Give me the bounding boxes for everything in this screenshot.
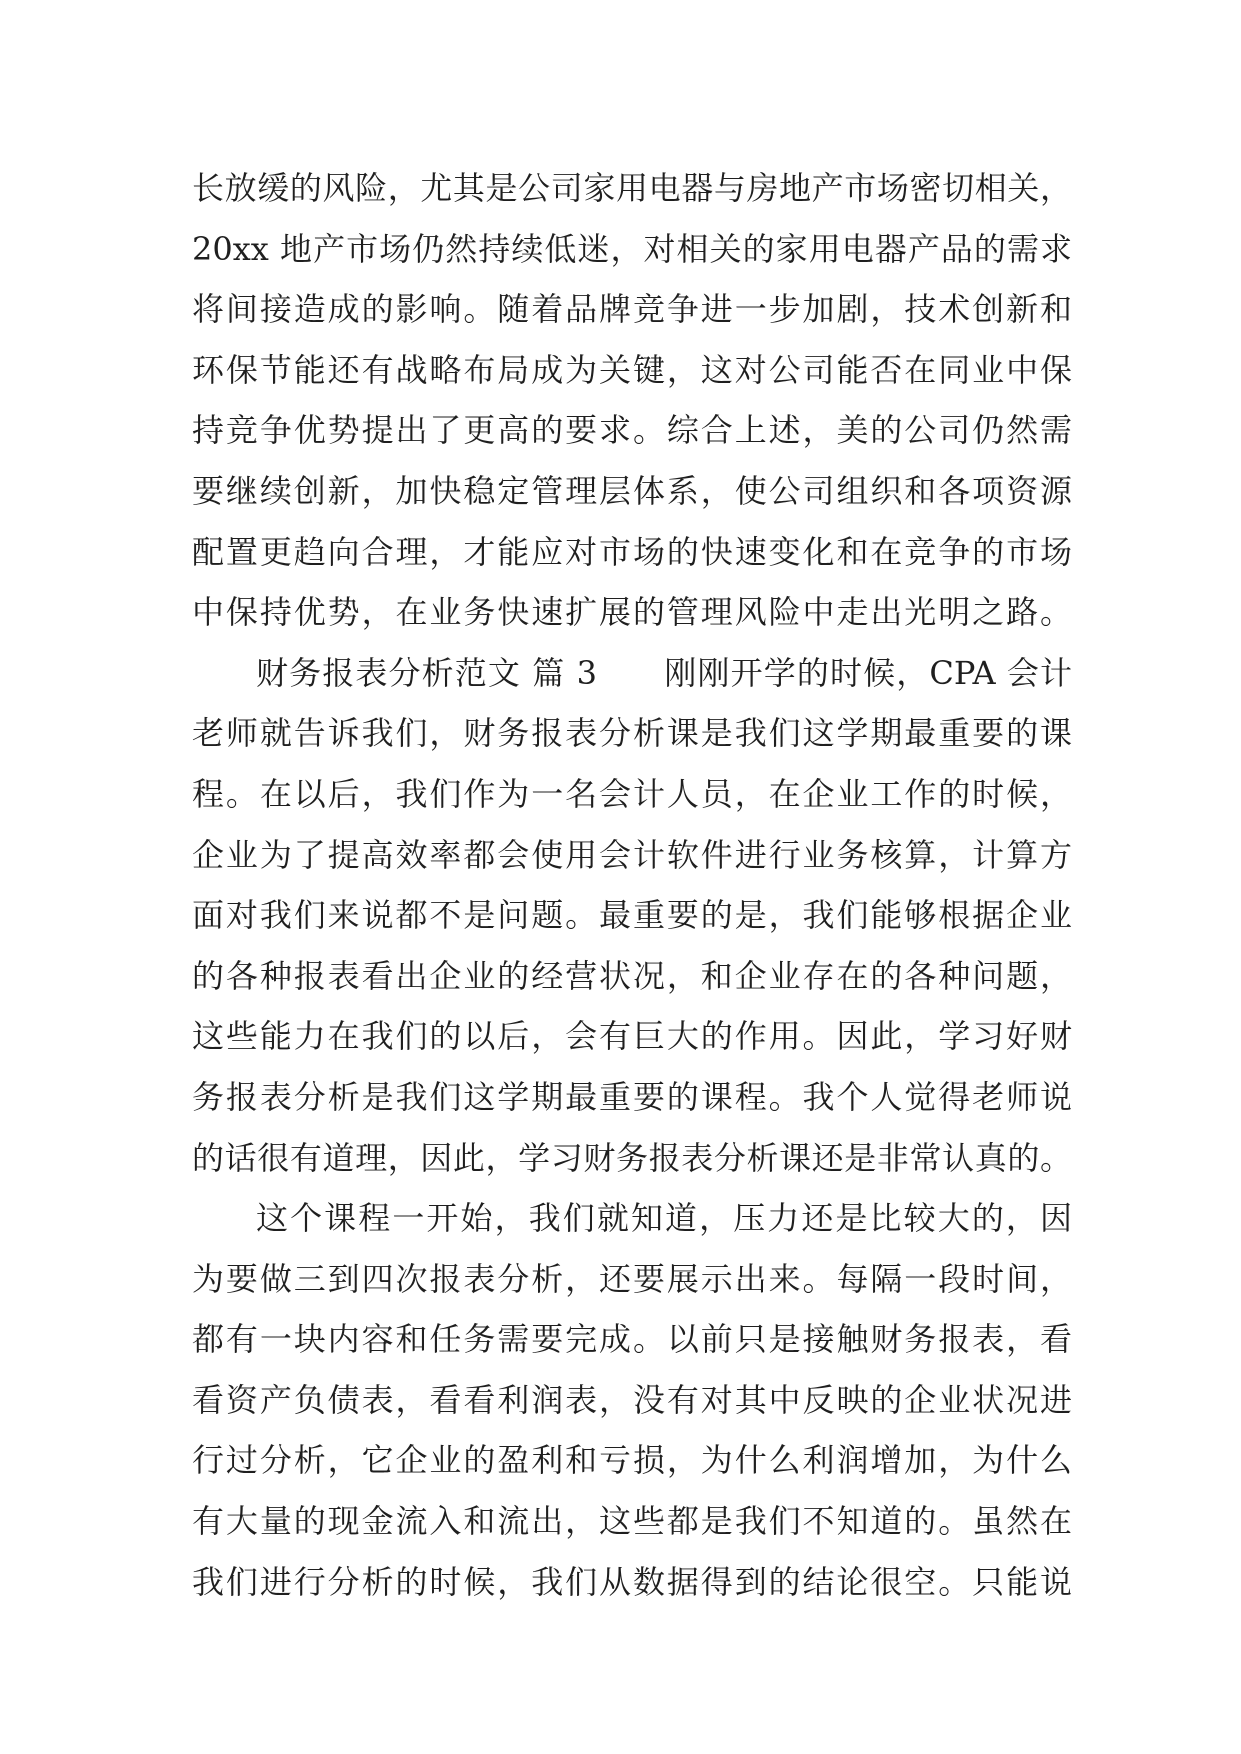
text-line: 中保持优势，在业务快速扩展的管理风险中走出光明之路。 bbox=[192, 593, 1072, 632]
text-line: 为要做三到四次报表分析，还要展示出来。每隔一段时间， bbox=[192, 1259, 1072, 1298]
text-line: 有大量的现金流入和流出，这些都是我们不知道的。虽然在 bbox=[192, 1502, 1072, 1541]
section-heading-line: 财务报表分析范文 篇 3 刚刚开学的时候，CPA 会计 bbox=[256, 653, 1072, 692]
body-text bbox=[192, 158, 1072, 1612]
text-line: 长放缓的风险，尤其是公司家用电器与房地产市场密切相关， bbox=[192, 169, 1072, 207]
text-line: 我们进行分析的时候，我们从数据得到的结论很空。只能说 bbox=[192, 1562, 1072, 1601]
paragraph-first-line: 这个课程一开始，我们就知道，压力还是比较大的，因 bbox=[256, 1199, 1072, 1238]
text-line: 的话很有道理，因此，学习财务报表分析课还是非常认真的。 bbox=[192, 1138, 1072, 1177]
text-line: 企业为了提高效率都会使用会计软件进行业务核算，计算方 bbox=[192, 835, 1072, 874]
text-line: 要继续创新，加快稳定管理层体系，使公司组织和各项资源 bbox=[192, 471, 1072, 510]
text-line: 面对我们来说都不是问题。最重要的是，我们能够根据企业 bbox=[192, 896, 1072, 935]
text-line: 配置更趋向合理，才能应对市场的快速变化和在竞争的市场 bbox=[192, 532, 1072, 571]
text-line: 都有一块内容和任务需要完成。以前只是接触财务报表，看 bbox=[192, 1320, 1072, 1359]
text-line: 老师就告诉我们，财务报表分析课是我们这学期最重要的课 bbox=[192, 714, 1072, 753]
text-line: 行过分析，它企业的盈利和亏损，为什么利润增加，为什么 bbox=[192, 1441, 1072, 1480]
text-line: 20xx 地产市场仍然持续低迷，对相关的家用电器产品的需求 bbox=[192, 229, 1072, 268]
text-line: 环保节能还有战略布局成为关键，这对公司能否在同业中保 bbox=[192, 350, 1072, 389]
text-line: 务报表分析是我们这学期最重要的课程。我个人觉得老师说 bbox=[192, 1077, 1072, 1116]
text-line: 持竞争优势提出了更高的要求。综合上述，美的公司仍然需 bbox=[192, 411, 1072, 450]
text-line: 程。在以后，我们作为一名会计人员，在企业工作的时候， bbox=[192, 774, 1072, 813]
text-line: 将间接造成的影响。随着品牌竞争进一步加剧，技术创新和 bbox=[192, 290, 1072, 329]
text-line: 这些能力在我们的以后，会有巨大的作用。因此，学习好财 bbox=[192, 1017, 1072, 1056]
text-line: 的各种报表看出企业的经营状况，和企业存在的各种问题， bbox=[192, 956, 1072, 995]
text-line: 看资产负债表，看看利润表，没有对其中反映的企业状况进 bbox=[192, 1380, 1072, 1419]
